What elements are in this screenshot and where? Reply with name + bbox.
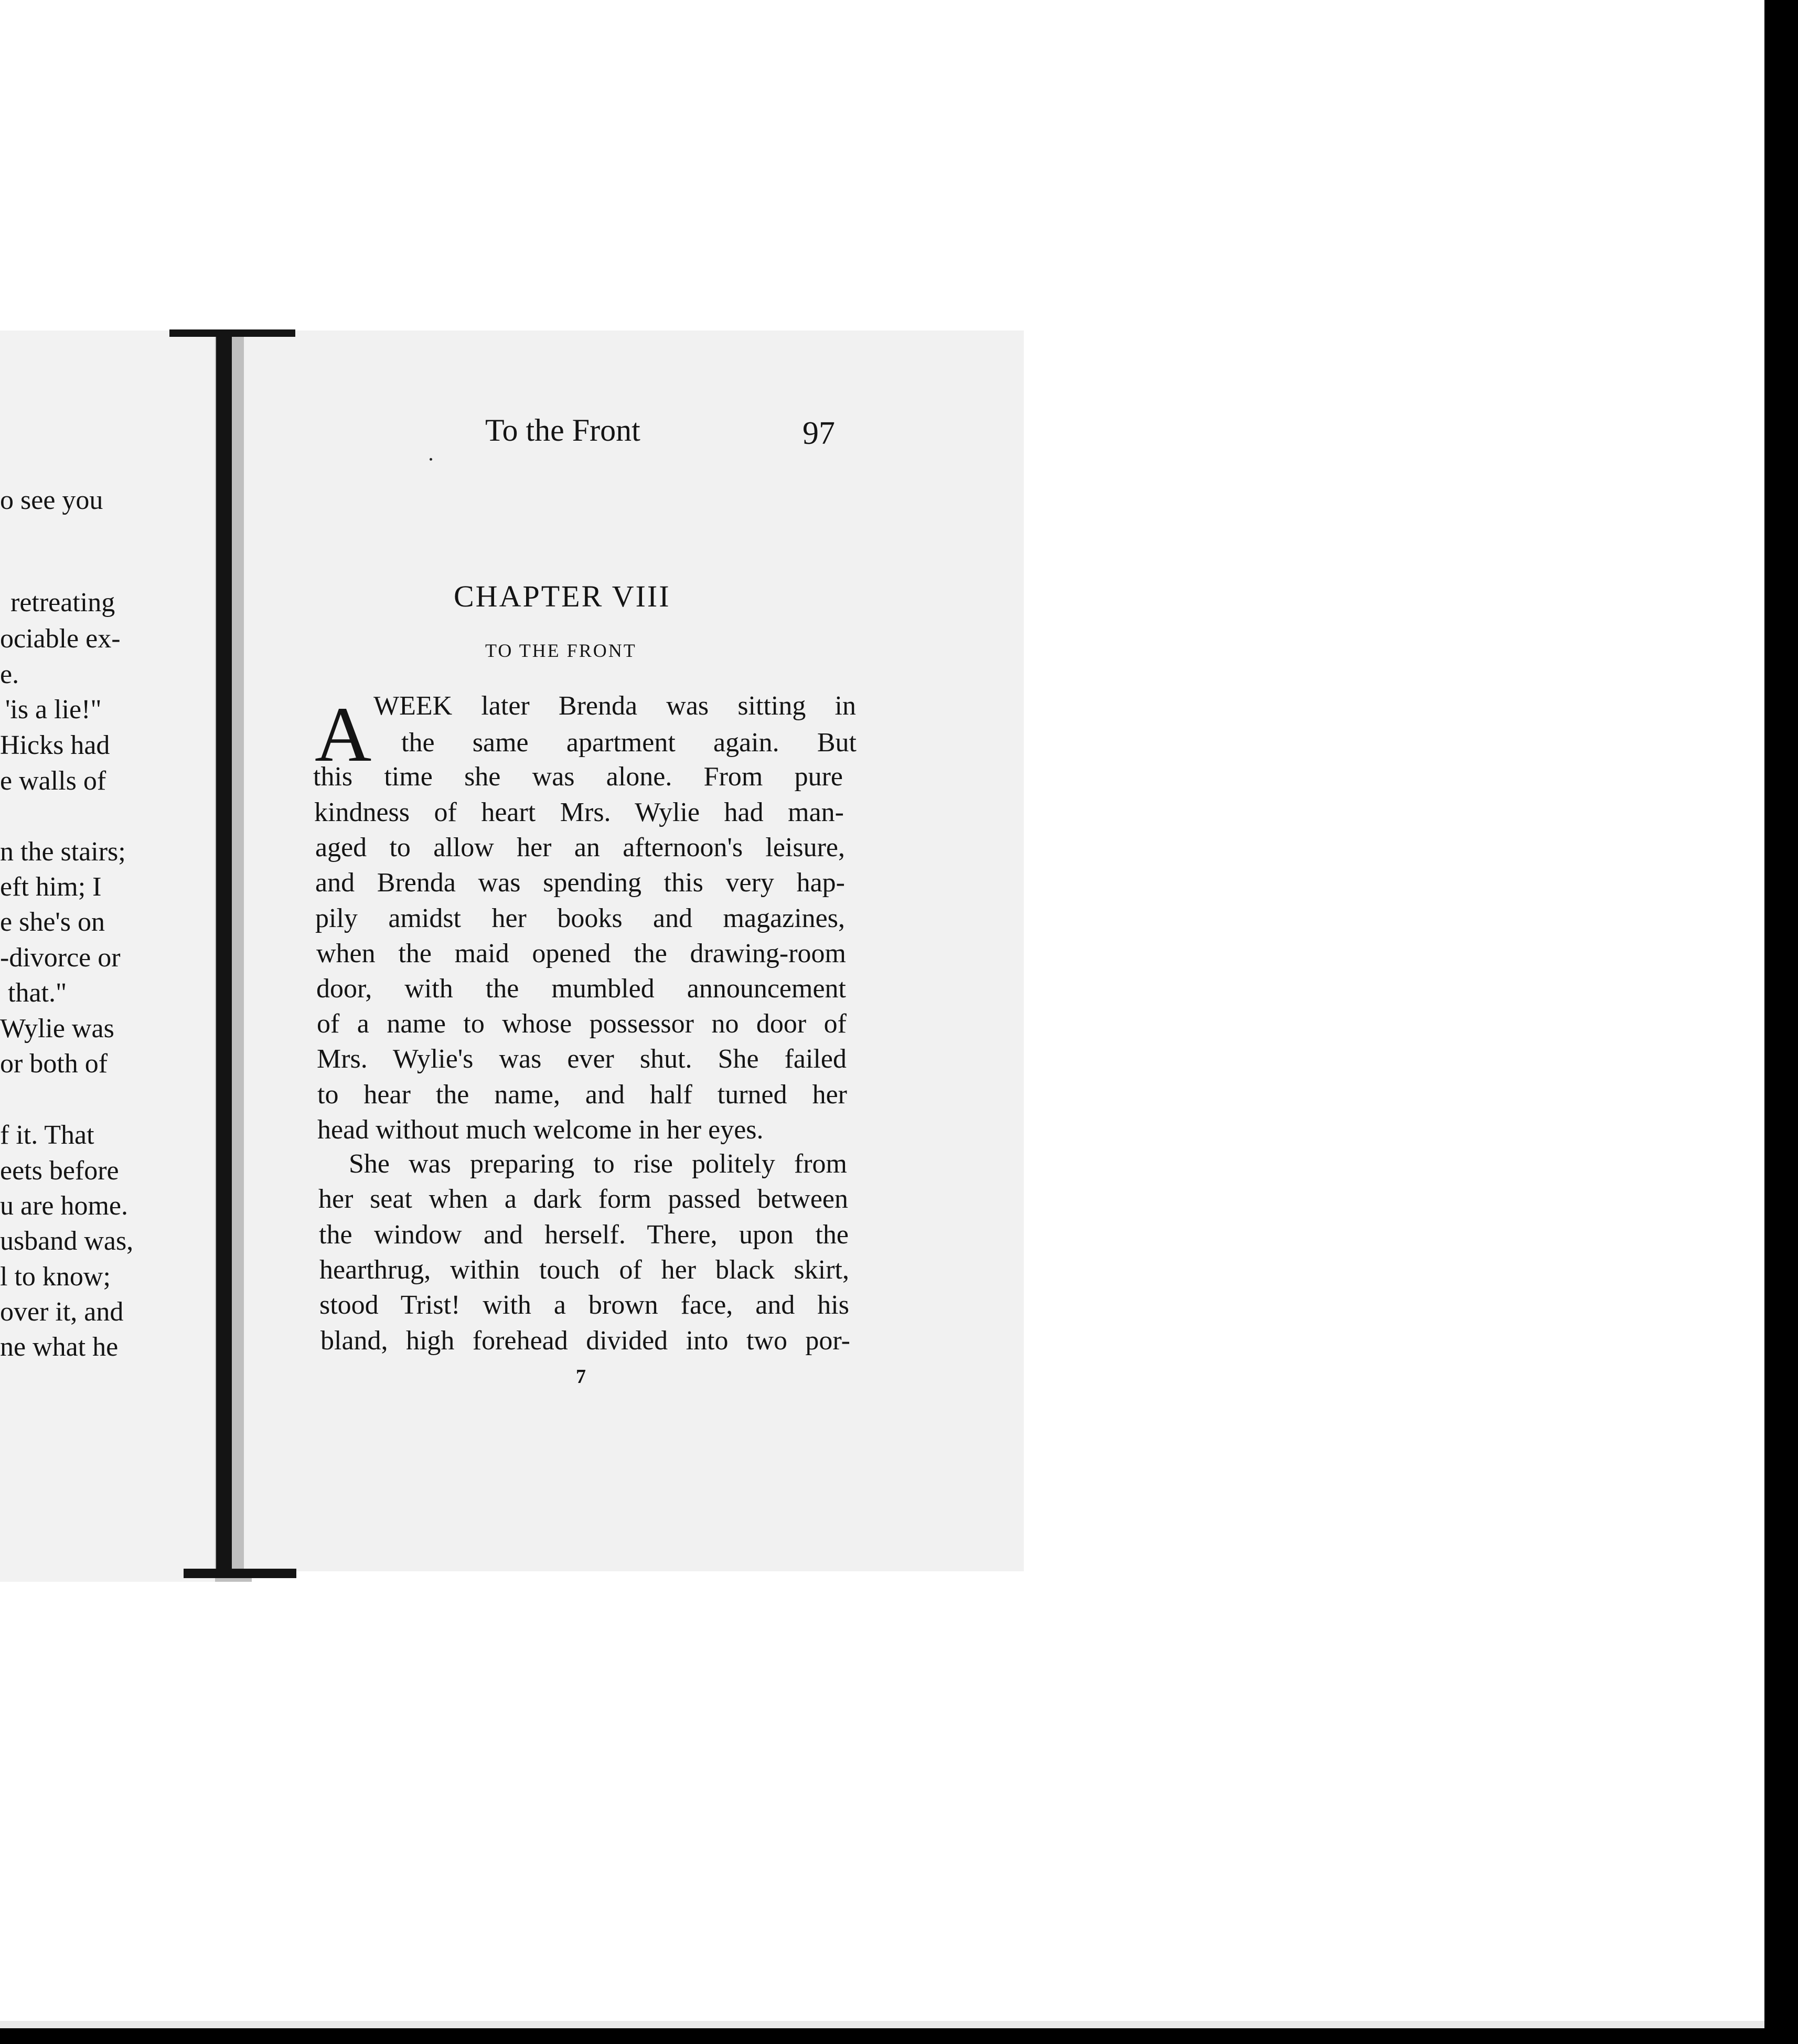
left-page-line: eets before [0,1156,119,1186]
body-line: the same apartment again. But [401,728,857,758]
body-line: to hear the name, and half turned her [317,1080,847,1110]
body-line: aged to allow her an afternoon's leisure, [315,833,845,863]
left-page-line: f it. That [0,1120,94,1150]
scan-right-border [1764,0,1798,2044]
body-line: kindness of heart Mrs. Wylie had man- [314,797,844,827]
body-line: She was preparing to rise politely from [349,1149,847,1179]
signature-mark: 7 [576,1366,586,1388]
body-line: WEEK later Brenda was sitting in [373,691,856,721]
chapter-subtitle: TO THE FRONT [485,640,637,661]
scan-bottom-edge [0,2021,1764,2028]
left-page-line: or both of [0,1049,108,1079]
drop-cap: A [315,691,372,778]
body-line: her seat when a dark form passed between [318,1184,848,1214]
left-page-line: o see you [0,485,103,515]
left-page-line: Wylie was [0,1014,114,1044]
left-page-line: l to know; [0,1262,111,1292]
left-page-line: e. [0,659,19,689]
body-line: Mrs. Wylie's was ever shut. She failed [317,1044,847,1074]
body-line: bland, high forehead divided into two por- [320,1326,850,1356]
left-page-line: n the stairs; [0,837,126,867]
left-page [0,331,216,1582]
left-page-line: Hicks had [0,730,110,760]
body-line: and Brenda was spending this very hap- [315,868,845,898]
left-page-line: retreating [10,588,115,618]
book-spine-bar [216,334,232,1572]
book-spine-top-edge [169,329,295,337]
book-spine-bottom-edge [184,1569,296,1578]
left-page-line: eft him; I [0,872,102,902]
body-line: when the maid opened the drawing-room [316,939,846,968]
left-page-line: ne what he [0,1332,119,1362]
body-line: pily amidst her books and magazines, [315,903,845,933]
left-page-line: 'is a lie!" [5,695,102,725]
chapter-title: CHAPTER VIII [454,579,671,613]
body-line: this time she was alone. From pure [313,762,843,792]
left-page-line: u are home. [0,1191,129,1221]
left-page-line: e she's on [0,907,105,937]
body-line: stood Trist! with a brown face, and his [319,1290,849,1320]
running-head: To the Front [485,413,640,448]
scan-bottom-border [0,2028,1798,2044]
body-line: of a name to whose possessor no door of [317,1009,847,1039]
print-speck [430,458,432,461]
left-page-line: -divorce or [0,943,121,973]
body-line: hearthrug, within touch of her black skirt, [319,1255,849,1285]
body-line: head without much welcome in her eyes. [317,1115,764,1145]
body-line: door, with the mumbled announcement [316,974,846,1004]
left-page-line: e walls of [0,766,106,796]
page-number: 97 [802,416,835,451]
left-page-line: usband was, [0,1226,134,1256]
left-page-line: over it, and [0,1297,124,1327]
left-page-line: that." [8,978,67,1008]
body-line: the window and herself. There, upon the [319,1220,849,1250]
left-page-line: ociable ex- [0,624,121,654]
